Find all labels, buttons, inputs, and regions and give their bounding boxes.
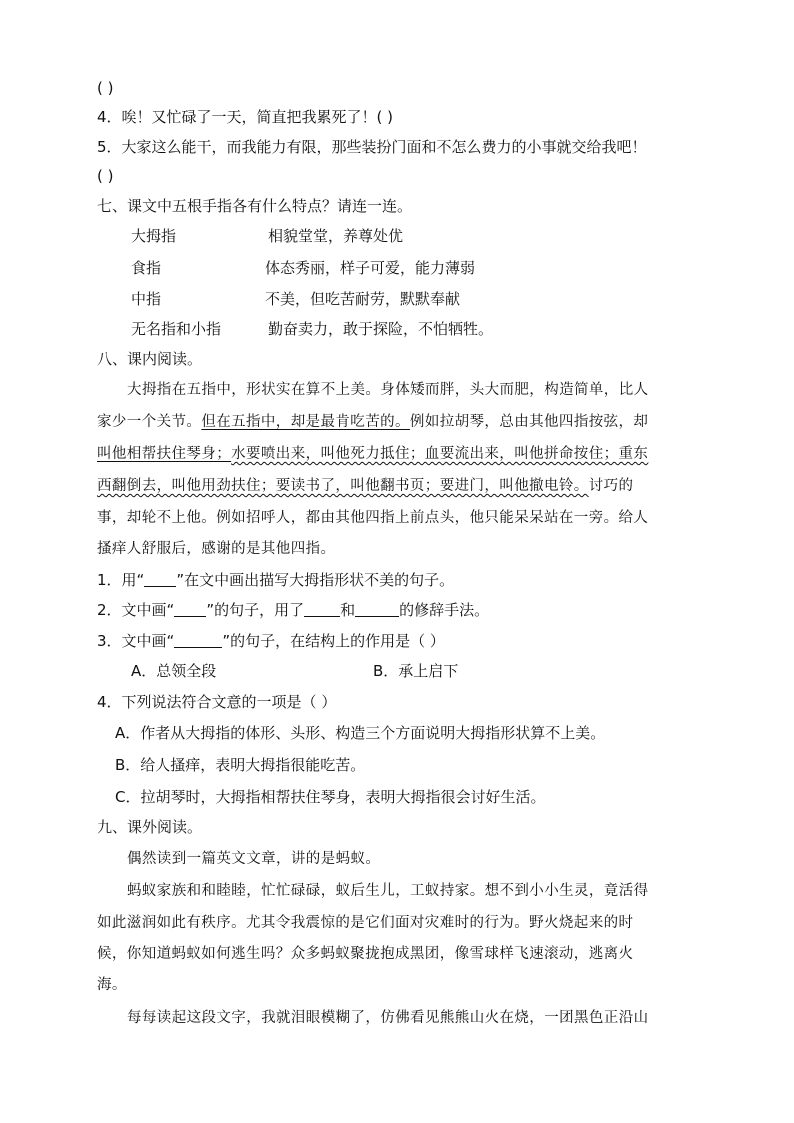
passage-text: 家少一个关节。: [97, 414, 202, 430]
finger-thumb: 大拇指: [131, 227, 177, 245]
text: 1．用“: [97, 571, 145, 589]
answer-blank[interactable]: [174, 602, 206, 617]
reading-line-4: 候，你知道蚂蚁如何逃生吗？众多蚂蚁聚拢抱成黑团，像雪球样飞速滚动，逃离火: [97, 946, 634, 962]
trait-3: 不美，但吃苦耐劳，默默奉献: [265, 290, 461, 308]
option-3a[interactable]: A．总领全段: [131, 662, 217, 680]
sentence-4: 4．唉！又忙碌了一天，简直把我累死了！( ): [97, 108, 394, 126]
passage-text: 例如拉胡琴，总由其他四指按弦，却: [409, 414, 649, 430]
finger-middle: 中指: [131, 290, 162, 308]
wavy-underlined-sentence: 水要喷出来，叫他死力抵住；血要流出来，叫他拼命按住；重东: [231, 446, 649, 462]
text: 3．文中画“: [97, 632, 175, 650]
finger-ring-little: 无名指和小指: [131, 320, 222, 338]
reading-line-1: 偶然读到一篇英文文章，讲的是蚂蚁。: [127, 851, 381, 867]
finger-index: 食指: [131, 259, 162, 277]
passage-line-4: [97, 476, 633, 496]
answer-bracket-5: ( ): [97, 167, 114, 185]
passage-line-3: [97, 444, 648, 464]
trait-2: 体态秀丽，样子可爱，能力薄弱: [265, 259, 476, 277]
text: 2．文中画“: [97, 601, 175, 619]
option-4b[interactable]: B．给人搔痒，表明大拇指很能吃苦。: [115, 756, 366, 774]
sentence-5: 5．大家这么能干，而我能力有限，那些装扮门面和不怎么费力的小事就交给我吧！: [97, 138, 647, 156]
sub-question-4: 4．下列说法符合文意的一项是（ ）: [97, 693, 337, 711]
option-3b[interactable]: B．承上启下: [373, 662, 459, 680]
answer-blank[interactable]: [144, 572, 176, 587]
passage-line-5: 事，却轮不上他。例如招呼人，都由其他四指上前点头，他只能呆呆站在一旁。给人: [97, 510, 649, 526]
passage-line-6: 搔痒人舒服后，感谢的是其他四指。: [97, 541, 336, 557]
answer-blank[interactable]: [355, 602, 399, 617]
passage-line-1: 大拇指在五指中，形状实在算不上美。身体矮而胖，头大而肥，构造简单，比人: [127, 382, 649, 398]
passage-line-2: [97, 412, 648, 432]
reading-line-5: 海。: [97, 977, 127, 993]
sub-question-3: [97, 631, 445, 651]
text: ”的句子，用了: [206, 601, 305, 619]
answer-bracket-3: ( ): [97, 79, 114, 97]
passage-text: 讨巧的: [588, 478, 634, 494]
section-8-title: 八、课内阅读。: [97, 350, 203, 368]
underlined-clause: 叫他相帮扶住琴身；: [97, 446, 232, 462]
wavy-underlined-sentence-end: 西翻倒去，叫他用劲扶住；要读书了，叫他翻书页；要进门，叫他撤电铃。: [97, 478, 589, 494]
option-4c[interactable]: C．拉胡琴时，大拇指相帮扶住琴身，表明大拇指很会讨好生活。: [115, 788, 546, 806]
text: ”在文中画出描写大拇指形状不美的句子。: [176, 571, 455, 589]
answer-blank[interactable]: [174, 633, 222, 648]
section-9-title: 九、课外阅读。: [97, 818, 203, 836]
sub-question-1: [97, 570, 454, 590]
text: ”的句子，在结构上的作用是（ ）: [222, 632, 445, 650]
reading-line-6: 每每读起这段文字，我就泪眼模糊了，仿佛看见熊熊山火在烧，一团黑色正沿山: [127, 1010, 649, 1026]
section-7-title: 七、课文中五根手指各有什么特点？请连一连。: [97, 197, 413, 215]
trait-1: 相貌堂堂，养尊处优: [268, 227, 404, 245]
answer-blank[interactable]: [304, 602, 340, 617]
underlined-sentence: 但在五指中，却是最肯吃苦的。: [201, 414, 410, 430]
sub-question-2: [97, 600, 489, 620]
text: 的修辞手法。: [399, 601, 490, 619]
trait-4: 勤奋卖力，敢于探险，不怕牺牲。: [268, 320, 494, 338]
reading-line-2: 蚂蚁家族和和睦睦，忙忙碌碌，蚁后生儿，工蚁持家。想不到小小生灵，竟活得: [127, 883, 649, 899]
reading-line-3: 如此滋润如此有秩序。尤其令我震惊的是它们面对灾难时的行为。野火烧起来的时: [97, 915, 634, 931]
text: 和: [340, 601, 356, 619]
option-4a[interactable]: A．作者从大拇指的体形、头形、构造三个方面说明大拇指形状算不上美。: [115, 724, 606, 742]
